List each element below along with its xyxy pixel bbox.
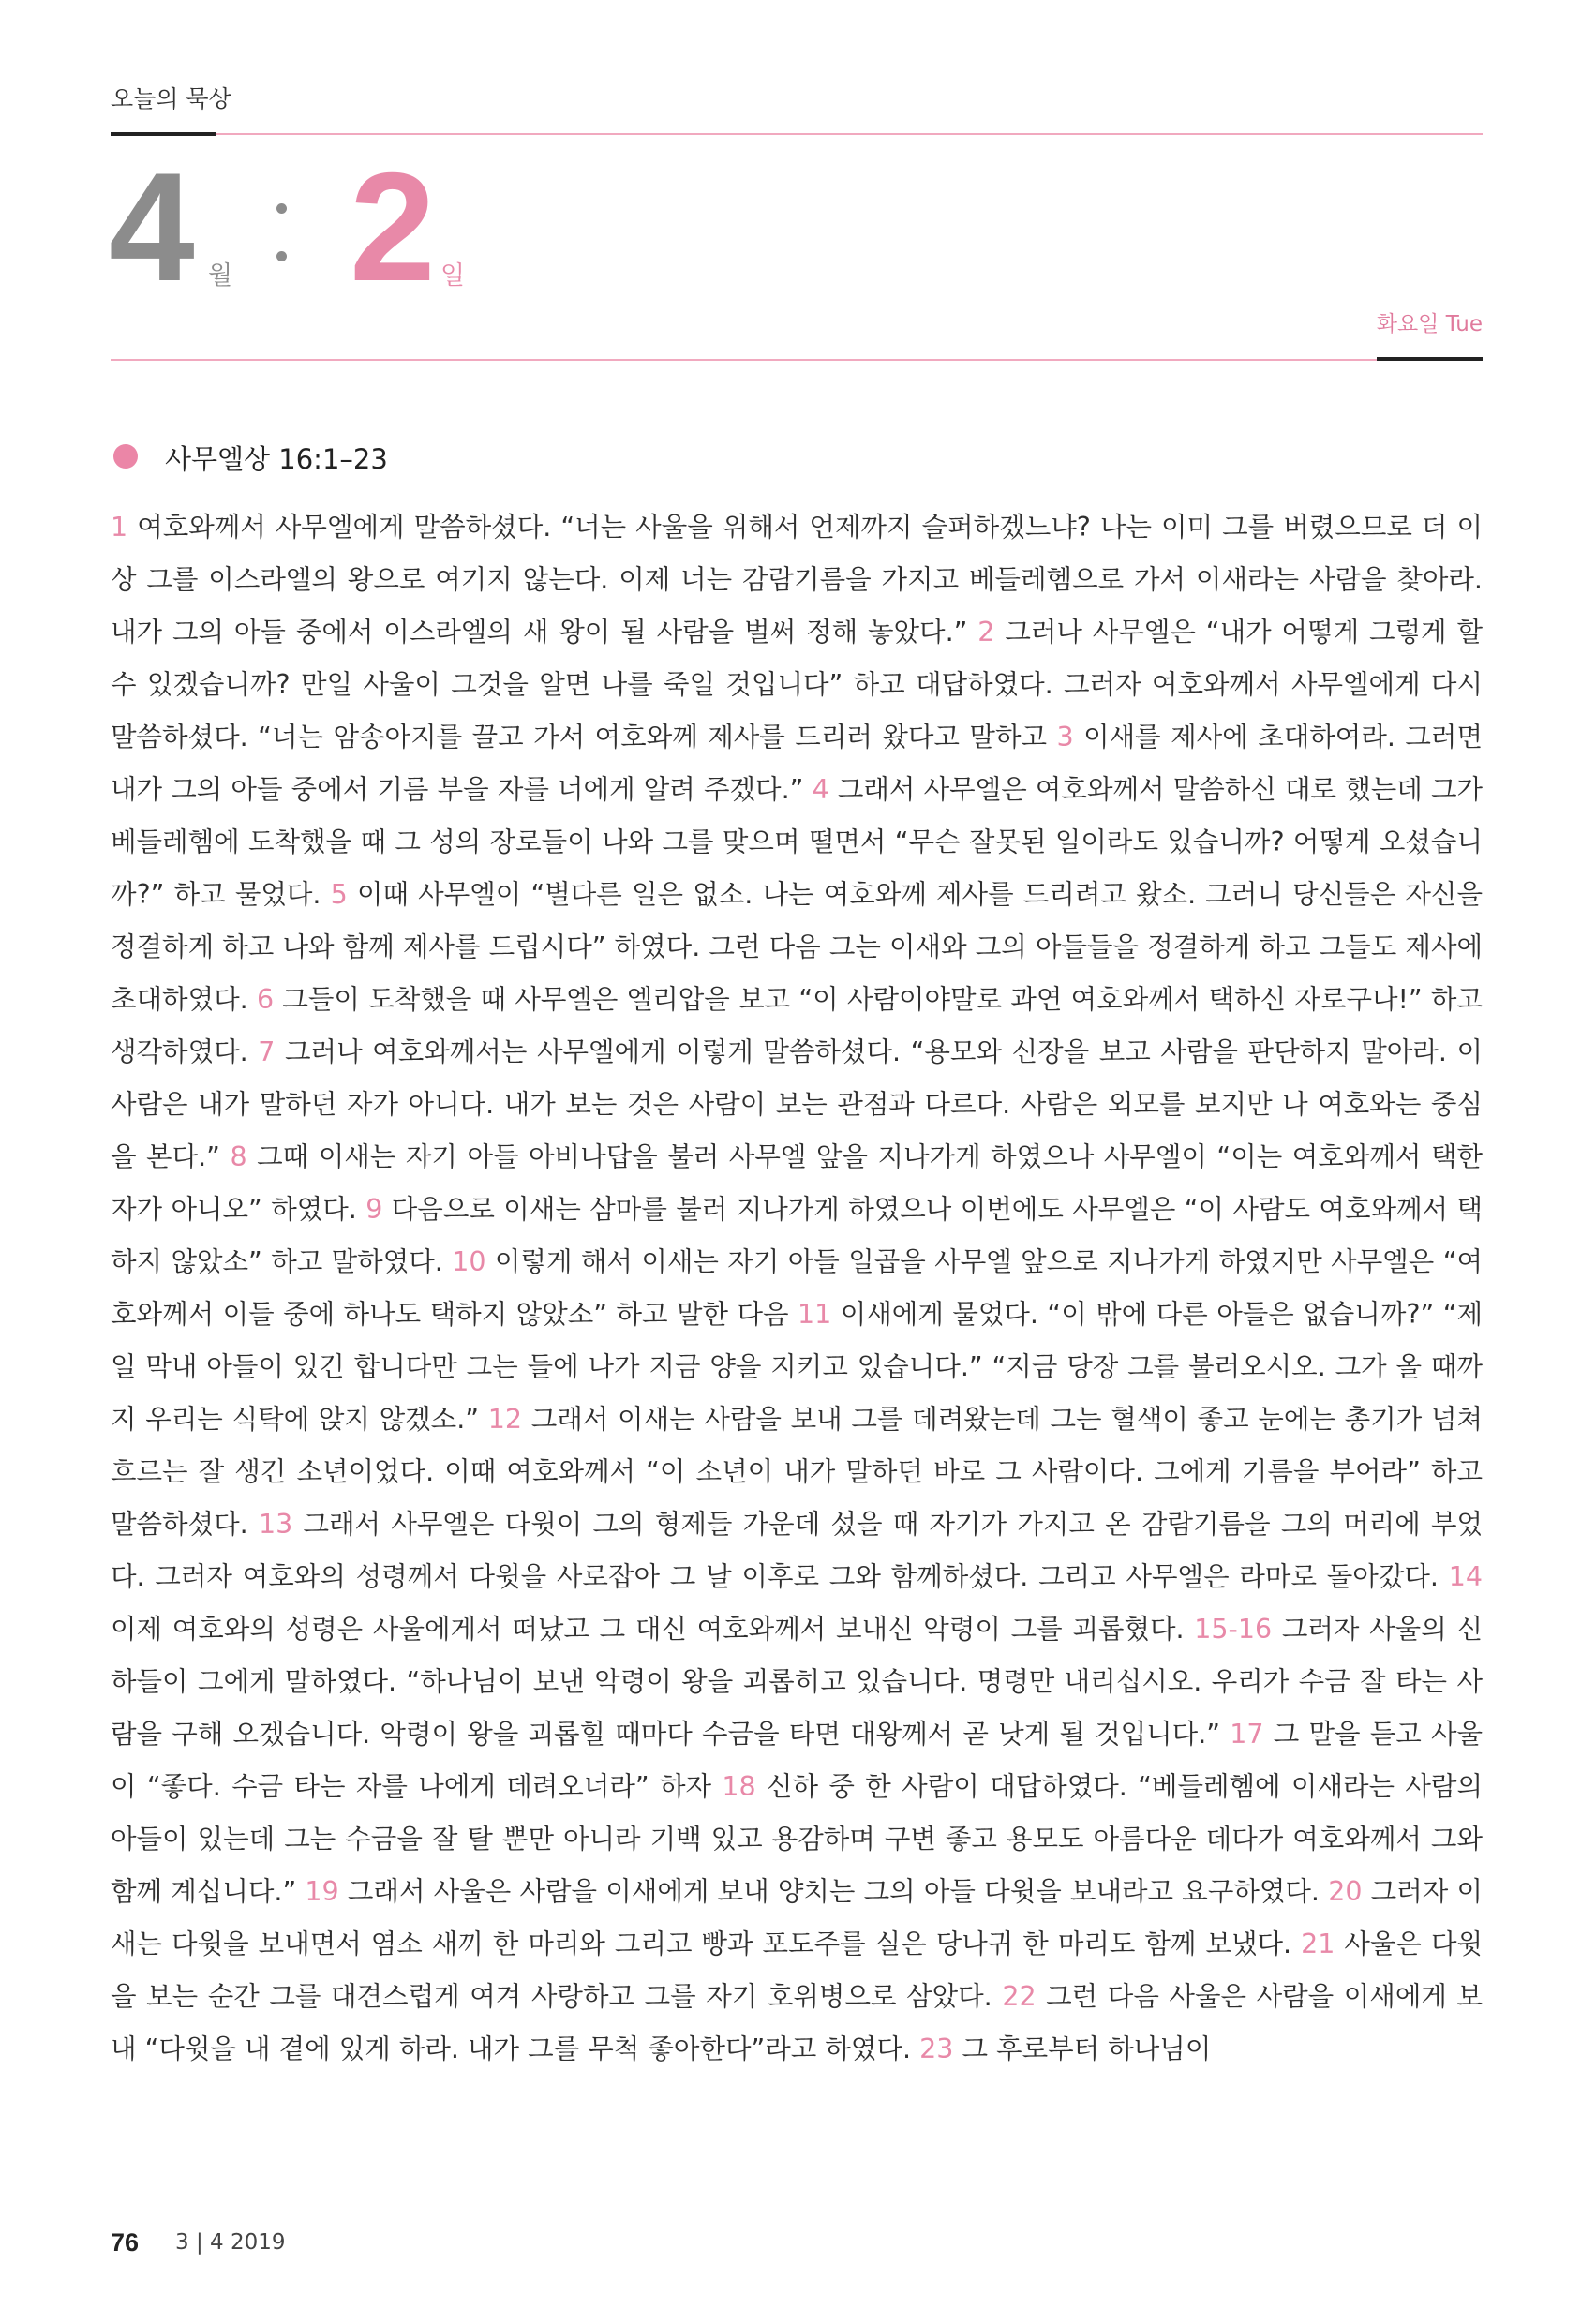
verse-number: 18 — [722, 1771, 756, 1802]
verse-text: 그래서 사무엘은 다윗이 그의 형제들 가운데 섰을 때 자기가 가지고 온 감람기름을 그의 머리에 부었다. 그러자 여호와의 성령께서 다윗을 사로잡아 그 날 이후로 그와 함께하셨다. 그리고 사무엘은 라마로 돌아갔다. — [111, 1509, 1484, 1592]
date-month-unit: 월 — [208, 261, 233, 290]
verse-text: 그래서 사울은 사람을 이새에게 보내 양치는 그의 아들 다윗을 보내라고 요구하였다. — [347, 1876, 1320, 1907]
middle-rule-dark — [1377, 357, 1483, 361]
verse-number: 9 — [365, 1194, 383, 1225]
verse-number: 8 — [230, 1141, 247, 1172]
verse-text: 그러자 사울의 신하들이 그에게 말하였다. “하나님이 보낸 악령이 왕을 괴롭히고 있습니다. 명령만 내리십시오. 우리가 수금 잘 타는 사람을 구해 오겠습니다. 악령이 왕을 괴롭힐 때마다 수금을 타면 대왕께서 곧 낫게 될 것입니다.” — [111, 1614, 1483, 1750]
verse-number: 20 — [1328, 1876, 1363, 1907]
verse-text: 그들이 도착했을 때 사무엘은 엘리압을 보고 “이 사람이야말로 과연 여호와께서 택하신 자로구나!” 하고 생각하였다. — [111, 984, 1483, 1067]
verse-number: 23 — [919, 2034, 954, 2064]
date-month: 4 — [109, 141, 195, 313]
verse-text: 그러자 이새는 다윗을 보내면서 염소 새끼 한 마리와 그리고 빵과 포도주를 실은 당나귀 한 마리도 함께 보냈다. — [111, 1876, 1483, 1959]
verse-text: 이새에게 물었다. “이 밖에 다른 아들은 없습니까?” “제일 막내 아들이 있긴 합니다만 그는 들에 나가 지금 양을 지키고 있습니다.” “지금 당장 그를 불러오시오. 그가 올 때까지 우리는 식탁에 앉지 않겠소.” — [111, 1299, 1483, 1435]
verse-number: 15-16 — [1194, 1614, 1273, 1645]
date-day-unit: 일 — [440, 261, 466, 290]
verse-text: 그래서 사무엘은 여호와께서 말씀하신 대로 했는데 그가 베들레헴에 도착했을 때 그 성의 장로들이 나와 그를 맞으며 떨면서 “무슨 잘못된 일이라도 있습니까? 어떻게 오셨습니까?” 하고 물었다. — [111, 774, 1484, 910]
verse-text: 이때 사무엘이 “별다른 일은 없소. 나는 여호와께 제사를 드리려고 왔소. 그러니 당신들은 자신을 정결하게 하고 나와 함께 제사를 드립시다” 하였다. 그런 다음 그는 이새와 그의 아들들을 정결하게 하고 그들도 제사에 초대하였다. — [111, 879, 1483, 1015]
verse-number: 17 — [1230, 1719, 1264, 1750]
verse-text: 그때 이새는 자기 아들 아비나답을 불러 사무엘 앞을 지나가게 하였으나 사무엘이 “이는 여호와께서 택한 자가 아니오” 하였다. — [111, 1141, 1484, 1225]
verse-number: 7 — [258, 1036, 276, 1067]
verse-text: 그래서 이새는 사람을 보내 그를 데려왔는데 그는 혈색이 좋고 눈에는 총기가 넘쳐흐르는 잘 생긴 소년이었다. 이때 여호와께서 “이 소년이 내가 말하던 바로 그 사람이다. 그에게 기름을 부어라” 하고 말씀하셨다. — [111, 1404, 1484, 1540]
verse-number: 2 — [977, 617, 995, 648]
top-rule-pink — [216, 133, 1483, 135]
verse-number: 1 — [111, 512, 128, 543]
verse-text: 그 말을 듣고 사울이 “좋다. 수금 타는 자를 나에게 데려오너라” 하자 — [111, 1719, 1484, 1802]
verse-number: 5 — [330, 879, 348, 910]
date-colon-dot-bottom — [276, 251, 287, 261]
verse-text: 여호와께서 사무엘에게 말씀하셨다. “너는 사울을 위해서 언제까지 슬퍼하겠느냐? 나는 이미 그를 버렸으므로 더 이상 그를 이스라엘의 왕으로 여기지 않는다. 이제 너는 감람기름을 가지고 베들레헴으로 가서 이새라는 사람을 찾아라. 내가 그의 아들 중에서 이스라엘의 새 왕이 될 사람을 벌써 정해 놓았다.” — [111, 512, 1484, 648]
weekday: 화요일 Tue — [1376, 312, 1483, 336]
top-rule-dark — [111, 132, 216, 136]
verse-text: 이새를 제사에 초대하여라. 그러면 내가 그의 아들 중에서 기름 부을 자를 너에게 알려 주겠다.” — [111, 722, 1483, 805]
verse-text: 이제 여호와의 성령은 사울에게서 떠났고 그 대신 여호와께서 보내신 악령이 그를 괴롭혔다. — [111, 1614, 1185, 1645]
verse-number: 19 — [305, 1876, 339, 1907]
verse-number: 22 — [1002, 1981, 1037, 2012]
verse-text: 다음으로 이새는 삼마를 불러 지나가게 하였으나 이번에도 사무엘은 “이 사람도 여호와께서 택하지 않았소” 하고 말하였다. — [111, 1194, 1483, 1277]
page-number: 76 — [111, 2228, 140, 2257]
middle-rule-pink — [111, 359, 1377, 361]
verse-number: 4 — [812, 774, 829, 805]
bullet-dot — [113, 444, 138, 469]
verse-number: 6 — [256, 984, 275, 1015]
verse-text: 그런 다음 사울은 사람을 이새에게 보내 “다윗을 내 곁에 있게 하라. 내가 그를 무척 좋아한다”라고 하였다. — [111, 1981, 1483, 2064]
verse-text: 신하 중 한 사람이 대답하였다. “베들레헴에 이새라는 사람의 아들이 있는데 그는 수금을 잘 탈 뿐만 아니라 기백 있고 용감하며 구변 좋고 용모도 아름다운 데다가 여호와께서 그와 함께 계십니다.” — [111, 1771, 1483, 1907]
verse-number: 14 — [1448, 1561, 1483, 1592]
scripture-text — [111, 501, 1483, 2076]
verse-number: 3 — [1056, 722, 1074, 752]
verse-text: 그러나 사무엘은 “내가 어떻게 그렇게 할 수 있겠습니까? 만일 사울이 그것을 알면 나를 죽일 것입니다” 하고 대답하였다. 그러자 여호와께서 사무엘에게 다시 말씀하셨다. “너는 암송아지를 끌고 가서 여호와께 제사를 드리러 왔다고 말하고 — [111, 617, 1484, 752]
verse-number: 12 — [487, 1404, 523, 1435]
passage-title: 사무엘상 16:1–23 — [165, 443, 388, 475]
verse-text: 사울은 다윗을 보는 순간 그를 대견스럽게 여겨 사랑하고 그를 자기 호위병으로 삼았다. — [111, 1929, 1484, 2012]
verse-number: 21 — [1301, 1929, 1335, 1959]
verse-number: 10 — [452, 1246, 486, 1277]
verse-text: 그 후로부터 하나님이 — [962, 2034, 1212, 2064]
date-day: 2 — [350, 141, 436, 313]
date-colon-dot-top — [276, 203, 287, 214]
section-label: 오늘의 묵상 — [111, 85, 231, 112]
verse-number: 13 — [258, 1509, 293, 1540]
verse-text: 그러나 여호와께서는 사무엘에게 이렇게 말씀하셨다. “용모와 신장을 보고 사람을 판단하지 말아라. 이 사람은 내가 말하던 자가 아니다. 내가 보는 것은 사람이 보는 관점과 다르다. 사람은 외모를 보지만 나 여호와는 중심을 본다.” — [111, 1036, 1483, 1172]
verse-text: 이렇게 해서 이새는 자기 아들 일곱을 사무엘 앞으로 지나가게 하였지만 사무엘은 “여호와께서 이들 중에 하나도 택하지 않았소” 하고 말한 다음 — [111, 1246, 1483, 1330]
issue-label: 3 | 4 2019 — [175, 2230, 286, 2255]
verse-number: 11 — [798, 1299, 832, 1330]
